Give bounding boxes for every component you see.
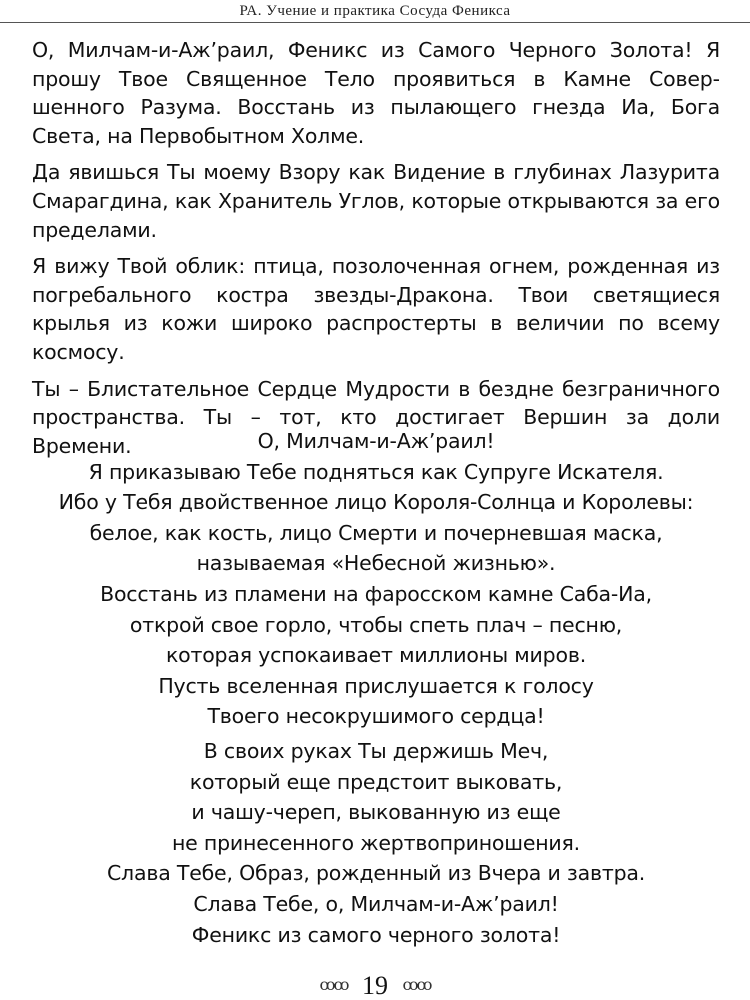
verse-line: белое, как кость, лицо Смерти и почерневшая маска, — [89, 520, 663, 545]
verse-line: Феникс из самого черного золота! — [191, 922, 561, 947]
verse-stanza-2 — [32, 736, 720, 950]
prose-block — [32, 36, 720, 468]
verse-stanza-1 — [32, 426, 720, 732]
verse-line: Твоего несокрушимого сердца! — [207, 704, 545, 729]
verse-line: открой свое горло, чтобы спеть плач – песню, — [129, 612, 623, 637]
paragraph: Я вижу Твой облик: птица, позолоченная огнем, рожденная из погребального костра звезды-Дракона. Твои светящиеся крылья из кожи широко распростерты в величии по всему космосу. — [32, 254, 720, 364]
running-title: РА. Учение и практика Сосуда Феникса — [239, 3, 511, 19]
verse-line: которая успокаивает миллионы миров. — [165, 643, 587, 668]
ornament-right-icon: ꝏꝏ — [402, 977, 431, 995]
verse-line: Слава Тебе, о, Милчам-и-Аж’раил! — [193, 891, 559, 916]
verse-line: не принесенного жертвоприношения. — [171, 830, 581, 855]
verse-line: называемая «Небесной жизнью». — [196, 551, 556, 576]
verse-line: Восстань из пламени на фаросском камне Саба-Иа, — [100, 581, 652, 606]
paragraph: Да явишься Ты моему Взору как Видение в глубинах Лазурита Смарагдина, как Хранитель Углов, которые открываются за его пределами. — [32, 160, 720, 242]
page-number: 19 — [362, 971, 388, 1000]
running-header — [0, 0, 750, 23]
verse-line: О, Милчам-и-Аж’раил! — [257, 429, 495, 453]
paragraph: Ты – Блистательное Сердце Мудрости в бездне безграничного пространства. Ты – тот, кто достигает Вершин за доли Времени. — [32, 376, 720, 458]
verse-line: Пусть вселенная прислушается к голосу — [158, 673, 594, 698]
verse-line: и чашу-череп, выкованную из еще — [191, 800, 561, 825]
verse-line: В своих руках Ты держишь Меч, — [203, 739, 549, 763]
ornament-left-icon: ꝏꝏ — [319, 977, 348, 995]
page-footer — [0, 968, 750, 1000]
verse-line: Ибо у Тебя двойственное лицо Короля-Солнца и Королевы: — [58, 490, 694, 515]
verse-line: который еще предстоит выковать, — [189, 769, 563, 794]
paragraph: О, Милчам-и-Аж’раил, Феникс из Самого Черного Золота! Я прошу Твое Священное Тело проявиться в Камне Совершенного Разума. Восстань из пылающего гнезда Иа, Бога Света, на Первобытном Холме. — [32, 38, 720, 148]
verse-line: Слава Тебе, Образ, рожденный из Вчера и завтра. — [106, 861, 646, 886]
verse-line: Я приказываю Тебе подняться как Супруге Искателя. — [88, 459, 664, 484]
